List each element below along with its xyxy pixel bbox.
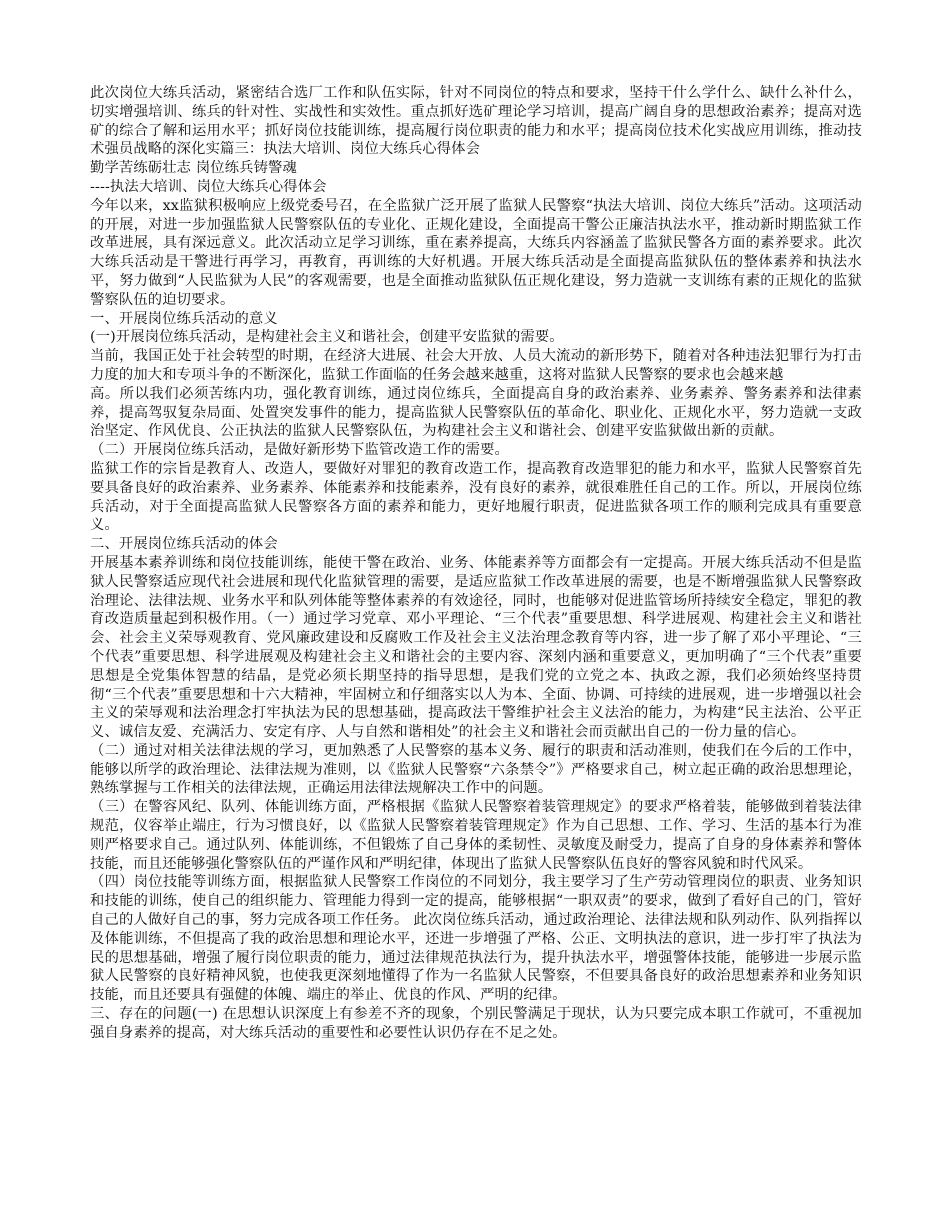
paragraph-basic-training: 开展基本素养训练和岗位技能训练，能使干警在政治、业务、体能素养等方面都会有一定提高。开展大练兵活动不但是监狱人民警察适应现代社会进展和现代化监狱管理的需要，是适应监狱工作改革进展的需要，也是不断增强监狱人民警察政治理论、法律法规、业务水平和队列体能等整体素养的有效途径，同时，也能够对促进监管场所持续安全稳定，罪犯的教育改造质量起到积极作用。（一）通过学习党章、邓小平理论、“三个代表”重要思想、科学进展观、构建社会主义和谐社会、社会主义荣辱观教育、党风廉政建设和反腐败工作及社会主义法治理念教育等内容，进一步了解了邓小平理论、“三个代表”重要思想、科学进展观及构建社会主义和谐社会的主要内容、深刻内涵和重要意义，更加明确了“三个代表”重要思想是全党集体智慧的结晶，是党必须长期坚持的指导思想，是我们党的立党之本、执政之源，我们必须始终坚持贯彻“三个代表”重要思想和十六大精神，牢固树立和仔细落实以人为本、全面、协调、可持续的进展观，进一步增强以社会主义的荣辱观和法治理念打牢执法为民的思想基础，提高政法干警维护社会主义法治的能力，为构建“民主法治、公平正义、诚信友爱、充满活力、安定有序、人与自然和谐相处”的社会主义和谐社会而贡献出自己的一份力量的信心。 (90, 554, 862, 741)
article-title: 勤学苦练砺壮志 岗位练兵铸警魂 (90, 160, 297, 177)
paragraph-overview: 今年以来，xx监狱积极响应上级党委号召，在全监狱广泛开展了监狱人民警察“执法大培训、岗位大练兵”活动。这项活动的开展，对进一步加强监狱人民警察队伍的专业化、正规化建设，全面提高干警公正廉洁执法水平，推动新时期监狱工作改革进展，具有深远意义。此次活动立足学习训练，重在素养提高，大练兵内容涵盖了监狱民警各方面的素养要求。此次大练兵活动是干警进行再学习，再教育，再训练的大好机遇。开展大练兵活动是全面提高监狱队伍的整体素养和执法水平，努力做到“人民监狱为人民”的客观需要，也是全面推动监狱队伍正规化建设，努力造就一支训练有素的正规化的监狱警察队伍的迫切要求。 (90, 197, 862, 308)
section-heading-1: 一、开展岗位练兵活动的意义 (90, 310, 278, 327)
paragraph-inner-skills: 高。所以我们必须苦练内功，强化教育训练，通过岗位练兵，全面提高自身的政治素养、业务素养、警务素养和法律素养，提高驾驭复杂局面、处置突发事件的能力，提高监狱人民警察队伍的革命化、职业化、正规化水平，努力造就一支政治坚定、作风优良、公正执法的监狱人民警察队伍，为构建社会主义和谐社会、创建平安监狱做出新的贡献。 (90, 385, 862, 440)
section-heading-2: 二、开展岗位练兵活动的体会 (90, 536, 278, 553)
subsection-heading-1-1: (一)开展岗位练兵活动，是构建社会主义和谐社会，创建平安监狱的需要。 (90, 329, 564, 346)
paragraph-post-skills: （四）岗位技能等训练方面，根据监狱人民警察工作岗位的不同划分，我主要学习了生产劳动管理岗位的职责、业务知识和技能的训练，使自己的组织能力、管理能力得到一定的提高，能够根据“一职双责”的要求，做到了看好自己的门，管好自己的人做好自己的事，努力完成各项工作任务。 此次岗位练兵活动，通过政治理论、法律法规和队列动作、队列指挥以及体能训练，不但提高了我的政治思想和理论水平，还进一步增强了严格、公正、文明执法的意识，进一步打牢了执法为民的思想基础，增强了履行岗位职责的能力，通过法律规范执法行为，提升执法水平，增强警体技能，能够进一步展示监狱人民警察的良好精神风貌，也使我更深刻地懂得了作为一名监狱人民警察，不但要具备良好的政治思想素养和业务知识技能，而且还要具有强健的体魄、端庄的举止、优良的作风、严明的纪律。 (90, 874, 862, 1004)
paragraph-prison-purpose: 监狱工作的宗旨是教育人、改造人，要做好对罪犯的教育改造工作，提高教育改造罪犯的能力和水平，监狱人民警察首先要具备良好的政治素养、业务素养、体能素养和技能素养，没有良好的素养，就很难胜任自己的工作。所以，开展岗位练兵活动，对于全面提高监狱人民警察各方面的素养和能力，更好地履行职责，促进监狱各项工作的顺利完成具有重要意义。 (90, 460, 862, 534)
paragraph-current-situation: 当前，我国正处于社会转型的时期，在经济大进展、社会大开放、人员大流动的新形势下，随着对各种违法犯罪行为打击力度的加大和专项斗争的不断深化，监狱工作面临的任务会越来越重，这将对监狱人民警察的要求也会越来越 (90, 348, 862, 383)
paragraph-law-study: （二）通过对相关法律法规的学习，更加熟悉了人民警察的基本义务、履行的职责和活动准则，使我们在今后的工作中，能够以所学的政治理论、法律法规为准则，以《监狱人民警察“六条禁令”》严格要求自己，树立起正确的政治思想理论，熟练掌握与工作相关的法律法规，正确运用法律法规解决工作中的问题。 (90, 742, 862, 797)
article-subtitle: ----执法大培训、岗位大练兵心得体会 (90, 178, 327, 195)
subsection-heading-1-2: （二）开展岗位练兵活动，是做好新形势下监管改造工作的需要。 (90, 442, 509, 459)
paragraph-dress-code: （三）在警容风纪、队列、体能训练方面，严格根据《监狱人民警察着装管理规定》的要求严格着装，能够做到着装法律规范，仪容举止端庄，行为习惯良好，以《监狱人民警察着装管理规定》作为自己思想、工作、学习、生活的基本行为准则严格要求自己。通过队列、体能训练，不但锻炼了自己身体的柔韧性、灵敏度及耐受力，提高了自身的身体素养和警体技能，而且还能够强化警察队伍的严谨作风和严明纪律，体现出了监狱人民警察队伍良好的警容风貌和时代风采。 (90, 799, 862, 872)
paragraph-problems: 三、存在的问题(一) 在思想认识深度上有参差不齐的现象，个别民警满足于现状，认为只要完成本职工作就可，不重视加强自身素养的提高，对大练兵活动的重要性和必要性认识仍存在不足之处。 (90, 1006, 862, 1041)
paragraph-intro: 此次岗位大练兵活动，紧密结合选厂工作和队伍实际，针对不同岗位的特点和要求，坚持干什么学什么、缺什么补什么，切实增强培训、练兵的针对性、实战性和实效性。重点抓好选矿理论学习培训，提高广阔自身的思想政治素养；提高对选矿的综合了解和运用水平；抓好岗位技能训练，提高履行岗位职责的能力和水平；提高岗位技术化实战应用训练，推动技术强员战略的深化实篇三：执法大培训、岗位大练兵心得体会 (90, 85, 862, 158)
